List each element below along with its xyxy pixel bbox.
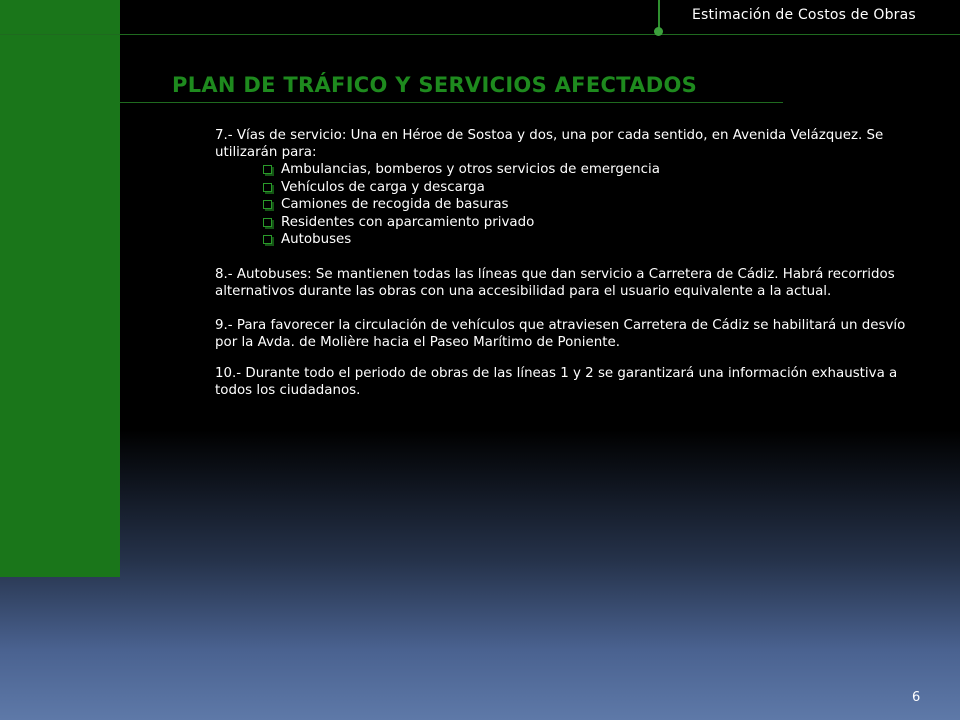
- list-item-label: Ambulancias, bomberos y otros servicios de emergencia: [281, 162, 660, 178]
- paragraph-9: 9.- Para favorecer la circulación de vehículos que atraviesen Carretera de Cádiz se habilitará un desvío por la Avda. de Molière hacia el Paseo Marítimo de Poniente.: [215, 317, 906, 350]
- square-bullet-icon: [263, 165, 272, 174]
- list-item: [263, 196, 930, 214]
- list-item: [263, 231, 930, 249]
- list-item-label: Autobuses: [281, 232, 352, 248]
- paragraph-10: 10.- Durante todo el periodo de obras de las líneas 1 y 2 se garantizará una información exhaustiva a todos los ciudadanos.: [215, 365, 898, 398]
- list-item-label: Residentes con aparcamiento privado: [281, 214, 535, 230]
- slide-body: [215, 127, 930, 399]
- square-bullet-icon: [263, 200, 272, 209]
- square-bullet-icon: [263, 235, 272, 244]
- square-bullet-icon: [263, 218, 272, 227]
- list-item-label: Vehículos de carga y descarga: [281, 179, 485, 195]
- paragraph-7: 7.- Vías de servicio: Una en Héroe de Sostoa y dos, una por cada sentido, en Avenida Velázquez. Se utilizarán para:: [215, 128, 884, 160]
- header-dot: [654, 27, 663, 36]
- list-item: [263, 214, 930, 232]
- list-item-label: Camiones de recogida de basuras: [281, 197, 509, 213]
- left-green-bar: [0, 0, 120, 577]
- slide-title: PLAN DE TRÁFICO Y SERVICIOS AFECTADOS: [172, 73, 698, 97]
- paragraph-8: 8.- Autobuses: Se mantienen todas las líneas que dan servicio a Carretera de Cádiz. Habrá recorridos alternativos durante las obras con una accesibilidad para el usuario equivalente a la actual.: [215, 266, 895, 299]
- list-item: [263, 179, 930, 197]
- header-divider: [0, 34, 960, 35]
- service-list: [215, 161, 930, 249]
- title-underline: [120, 102, 783, 103]
- page-number: 6: [912, 690, 921, 705]
- presentation-title: Estimación de Costos de Obras: [692, 7, 916, 23]
- list-item: [263, 161, 930, 179]
- square-bullet-icon: [263, 183, 272, 192]
